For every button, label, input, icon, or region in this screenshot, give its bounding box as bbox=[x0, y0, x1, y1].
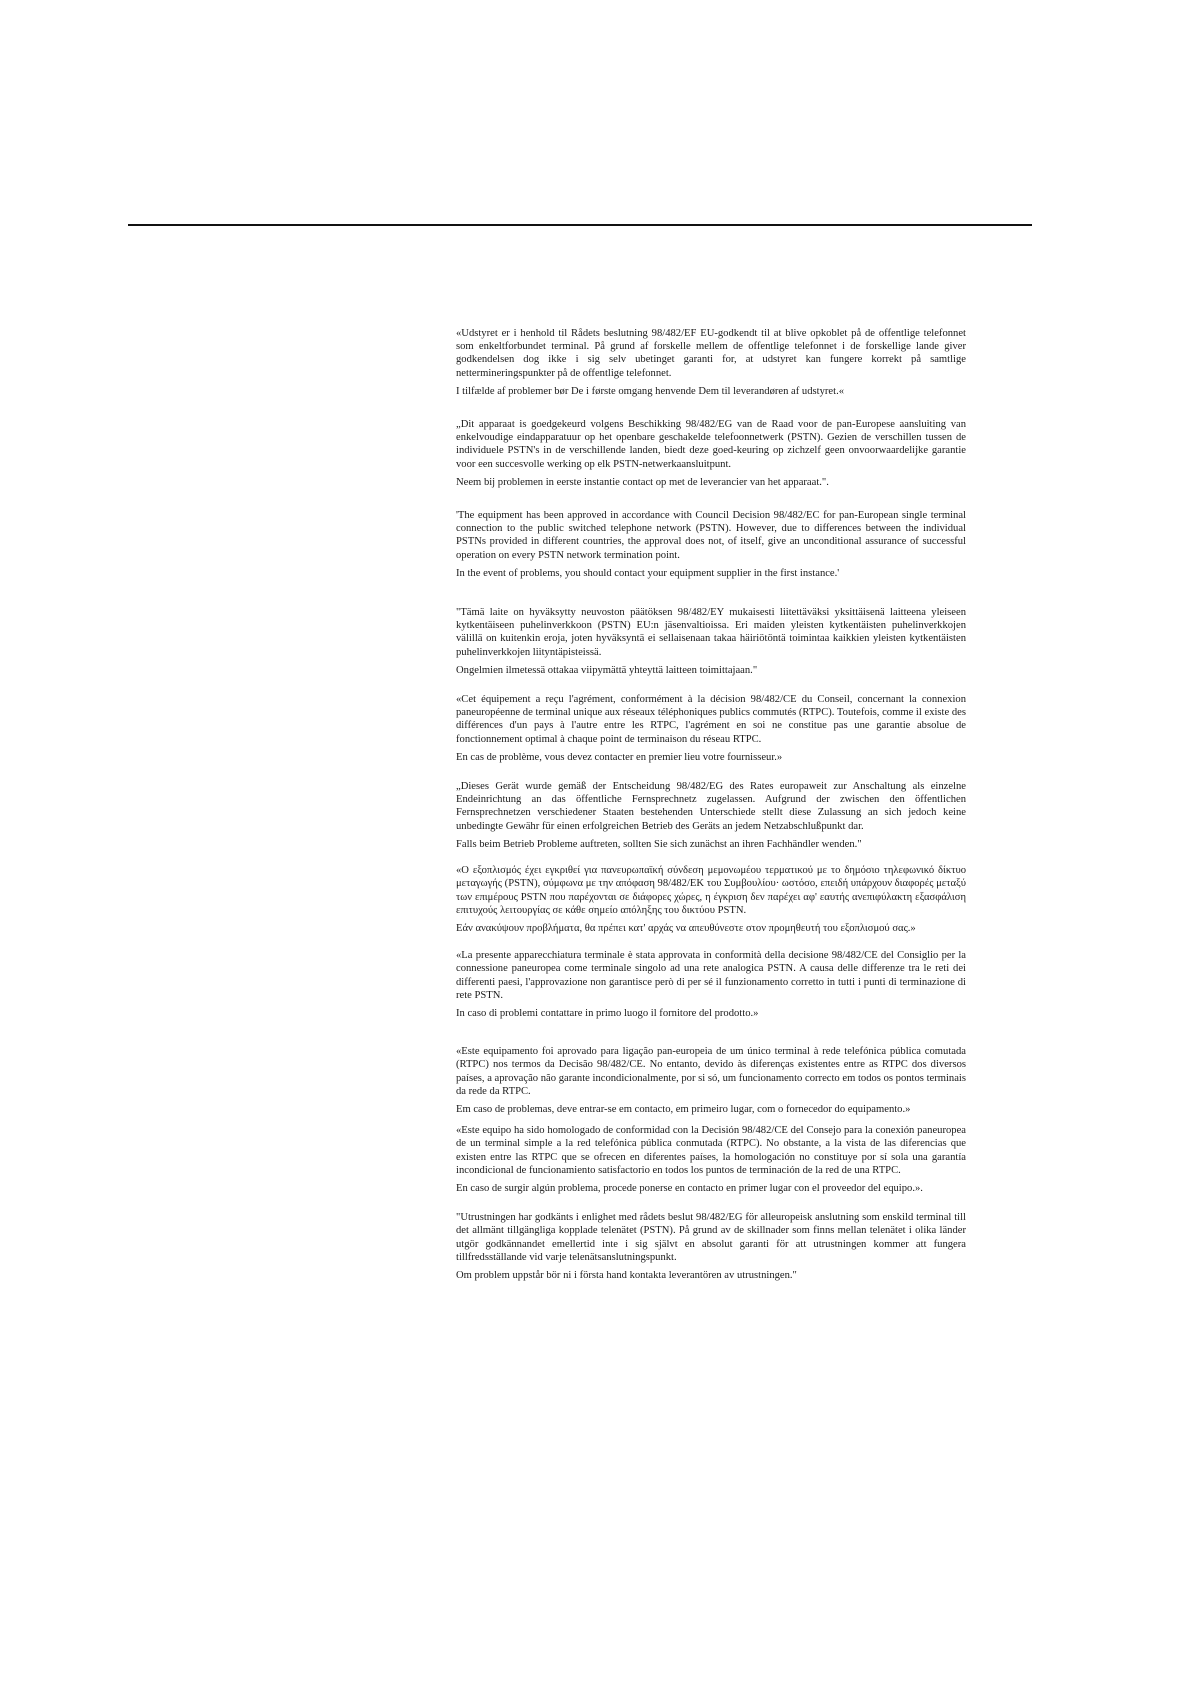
declaration-contact-paragraph: Εάν ανακύψουν προβλήματα, θα πρέπει κατ' αρχάς να απευθύνεστε στον προμηθευτή του εξοπλισμού σας.» bbox=[456, 922, 916, 934]
declaration-contact-paragraph: Neem bij problemen in eerste instantie contact op met de leverancier van het apparaat.". bbox=[456, 476, 829, 488]
declaration-paragraph: «Cet équipement a reçu l'agrément, conformément à la décision 98/482/CE du Conseil, concernant la connexion paneuropéenne de terminal unique aux réseaux téléphoniques publics commutés (RTPC). Toutefois, comme il existe des différences d'un pays à l'autre entre les RTPC, l'agrément en soi ne constitue pas une garantie absolue de fonctionnement optimal à chaque point de terminaison du réseau RTPC. bbox=[456, 694, 966, 745]
declaration-contact-paragraph: Om problem uppstår bör ni i första hand kontakta leverantören av utrustningen." bbox=[456, 1269, 797, 1281]
declaration-paragraph: «Udstyret er i henhold til Rådets beslutning 98/482/EF EU-godkendt til at blive opkoblet på de offentlige telefonnet som enkeltforbundet terminal. På grund af forskelle mellem de offentlige telefonnet i de forskellige lande giver godkendelsen dog ikke i sig selv ubetinget garanti for, at udstyret kan fungere korrekt på samtlige nettermineringspunkter på de offentlige telefonnet. bbox=[456, 328, 966, 379]
declaration-paragraph: «Este equipamento foi aprovado para ligação pan-europeia de um único terminal à rede telefónica pública comutada (RTPC) nos termos da Decisão 98/482/CE. No entanto, devido às diferenças existentes entre as RTPC dos diversos países, a aprovação não garante incondicionalmente, por si só, um funcionamento correcto em todos os pontos terminais da rede da RTPC. bbox=[456, 1046, 966, 1097]
declaration-block-finnish bbox=[456, 606, 966, 677]
declaration-contact-paragraph: Falls beim Betrieb Probleme auftreten, sollten Sie sich zunächst an ihren Fachhändler wenden." bbox=[456, 838, 862, 850]
declaration-contact-paragraph: En cas de problème, vous devez contacter en premier lieu votre fournisseur.» bbox=[456, 751, 783, 763]
declaration-block-greek bbox=[456, 864, 966, 935]
declaration-paragraph: „Dieses Gerät wurde gemäß der Entscheidung 98/482/EG des Rates europaweit zur Anschaltung als einzelne Endeinrichtung an das öffentliche Fernsprechnetz zugelassen. Aufgrund der zwischen den öffentlichen Fernsprechnetzen verschiedener Staaten bestehenden Unterschiede stellt diese Zulassung an sich jedoch keine unbedingte Gewähr für einen erfolgreichen Betrieb des Geräts an jedem Netzabschlußpunkt dar. bbox=[456, 781, 966, 832]
declaration-block-danish bbox=[456, 327, 966, 398]
declaration-contact-paragraph: Em caso de problemas, deve entrar-se em contacto, em primeiro lugar, com o fornecedor do equipamento.» bbox=[456, 1103, 911, 1115]
declaration-block-french bbox=[456, 693, 966, 764]
declaration-block-english bbox=[456, 509, 966, 580]
declaration-contact-paragraph: Ongelmien ilmetessä ottakaa viipymättä yhteyttä laitteen toimittajaan." bbox=[456, 664, 758, 676]
declaration-contact-paragraph: In the event of problems, you should contact your equipment supplier in the first instance.' bbox=[456, 567, 840, 579]
declaration-paragraph: «Este equipo ha sido homologado de conformidad con la Decisión 98/482/CE del Consejo para la conexión paneuropea de un terminal simple a la red telefónica pública conmutada (RTPC). No obstante, a la vista de las diferencias que existen entre las RTPC que se ofrecen en diferentes países, la homologación no constituye por sí sola una garantía incondicional de funcionamiento satisfactorio en todos los puntos de terminación de la red de una RTPC. bbox=[456, 1125, 966, 1176]
declaration-contact-paragraph: In caso di problemi contattare in primo luogo il fornitore del prodotto.» bbox=[456, 1007, 759, 1019]
declaration-contact-paragraph: En caso de surgir algún problema, procede ponerse en contacto en primer lugar con el proveedor del equipo.». bbox=[456, 1182, 923, 1194]
declaration-paragraph: 'The equipment has been approved in accordance with Council Decision 98/482/EC for pan-European single terminal connection to the public switched telephone network (PSTN). However, due to differences between the individual PSTNs provided in different countries, the approval does not, of itself, give an unconditional assurance of successful operation on every PSTN network termination point. bbox=[456, 510, 966, 561]
declaration-block-dutch bbox=[456, 418, 966, 489]
declaration-block-italian bbox=[456, 949, 966, 1020]
declaration-block-swedish bbox=[456, 1211, 966, 1282]
header-rule bbox=[128, 224, 1032, 226]
declaration-paragraph: "Utrustningen har godkänts i enlighet med rådets beslut 98/482/EG för alleuropeisk anslutning som enskild terminal till det allmänt tillgängliga kopplade telenätet (PSTN). På grund av de skillnader som finns mellan telenätet i olika länder utgör godkännandet emellertid inte i sig självt en absolut garanti för att utrustningen kommer att fungera tillfredsställande vid varje telenätsanslutningspunkt. bbox=[456, 1212, 966, 1263]
declaration-block-german bbox=[456, 780, 966, 851]
declaration-paragraph: «Ο εξοπλισμός έχει εγκριθεί για πανευρωπαϊκή σύνδεση μεμονωμέου τερματικού με το δημόσιο τηλεφωνικό δίκτυο μεταγωγής (PSTN), σύμφωνα με την απόφαση 98/482/ΕΚ του Συμβουλίου· ωστόσο, επειδή υπάρχουν διαφορές μεταξύ των επιμέρους PSTN που παρέχονται σε διάφορες χώρες, η έγκριση δεν παρέχει αφ' εαυτής ανεπιφύλακτη εξασφάλιση επιτυχούς λειτουργίας σε κάθε σημείο απόληξης του δικτύου PSTN. bbox=[456, 865, 966, 916]
declaration-contact-paragraph: I tilfælde af problemer bør De i første omgang henvende Dem til leverandøren af udstyret.« bbox=[456, 385, 845, 397]
declaration-paragraph: „Dit apparaat is goedgekeurd volgens Beschikking 98/482/EG van de Raad voor de pan-Europese aansluiting van enkelvoudige eindapparatuur op het openbare geschakelde telefoonnetwerk (PSTN). Gezien de verschillen tussen de individuele PSTN's in de verschillende landen, biedt deze goed-keuring op zichzelf geen onvoorwaardelijke garantie voor een succesvolle werking op elk PSTN-netwerkaansluitpunt. bbox=[456, 419, 966, 470]
declaration-text-column bbox=[456, 327, 966, 1282]
declaration-paragraph: «La presente apparecchiatura terminale è stata approvata in conformità della decisione 98/482/CE del Consiglio per la connessione paneuropea come terminale singolo ad una rete analogica PSTN. A causa delle differenze tra le reti dei differenti paesi, l'approvazione non garantisce però di per sé il funzionamento corretto in tutti i punti di terminazione di rete PSTN. bbox=[456, 950, 966, 1001]
declaration-paragraph: "Tämä laite on hyväksytty neuvoston päätöksen 98/482/EY mukaisesti liitettäväksi yksittäisenä laitteena yleiseen kytkentäiseen puhelinverkkoon (PSTN) EU:n jäsenvaltioissa. Eri maiden yleisten kytkentäisten puhelinverkkojen välillä on kuitenkin eroja, joten hyväksyntä ei sellaisenaan takaa häiriötöntä toimintaa kaikkien yleisten kytkentäisten puhelinverkkojen liityntäpisteissä. bbox=[456, 607, 966, 658]
declaration-block-portuguese bbox=[456, 1045, 966, 1116]
declaration-block-spanish bbox=[456, 1124, 966, 1195]
